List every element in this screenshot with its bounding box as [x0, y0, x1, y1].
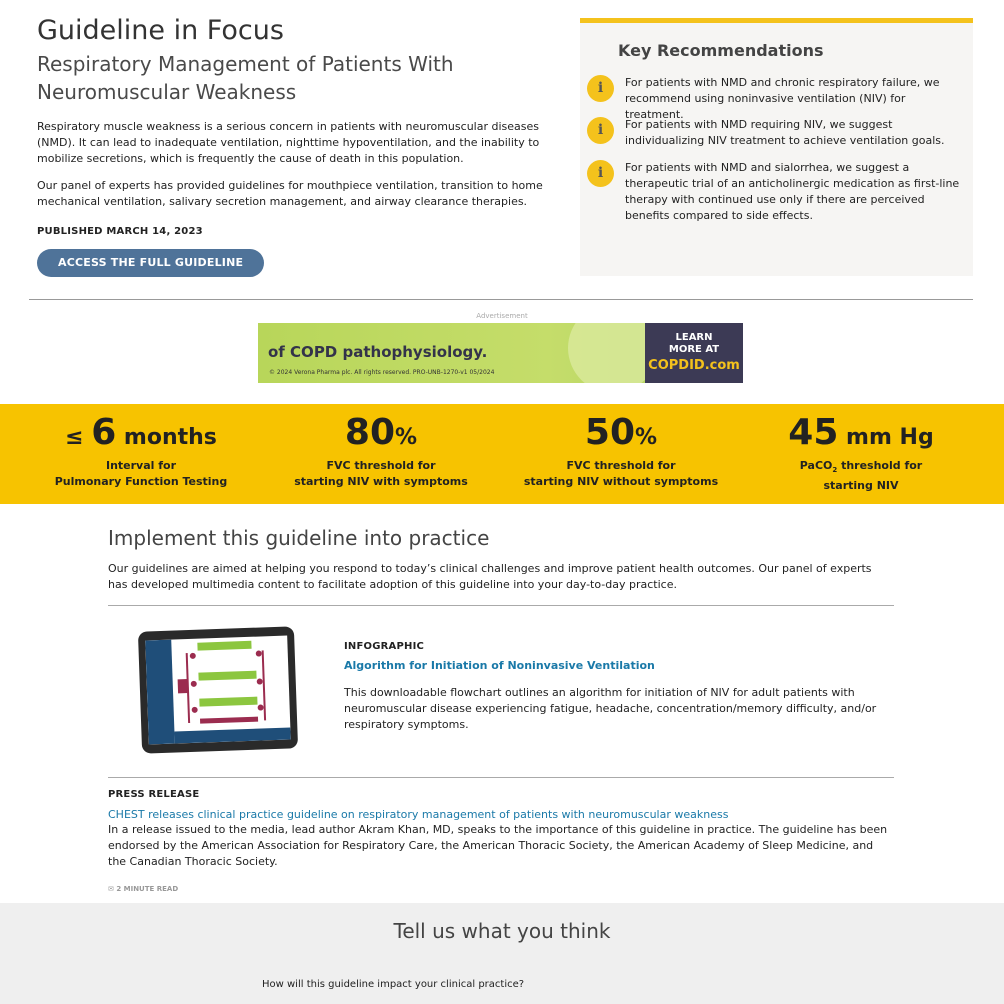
press-release-section	[108, 789, 894, 893]
stat-prefix: ≤	[65, 425, 92, 450]
stat-caption-1a: PaCO	[799, 459, 833, 472]
info-icon: i	[587, 75, 614, 102]
stat-fvc-with-symptoms	[261, 412, 501, 490]
infographic-details	[344, 641, 894, 733]
flowchart-box	[199, 697, 257, 707]
ad-headline: of COPD pathophysiology.	[268, 343, 488, 361]
ad-cta-line-1: LEARN	[675, 332, 713, 343]
stat-value: 45	[788, 412, 839, 453]
stat-unit: %	[635, 425, 658, 450]
infographic-footer	[174, 727, 290, 743]
feedback-section	[0, 903, 1004, 1004]
stat-caption-2: starting NIV with symptoms	[294, 475, 468, 488]
flowchart-node	[192, 707, 198, 713]
feedback-heading: Tell us what you think	[393, 919, 611, 943]
advertisement-label: Advertisement	[476, 312, 528, 320]
stat-value: 80	[344, 412, 396, 453]
recommendation-text: For patients with NMD and chronic respiratory failure, we recommend using noninvasive ventilation (NIV) for treatment.	[625, 76, 940, 121]
key-recommendations-heading: Key Recommendations	[618, 41, 824, 60]
infographic-description: This downloadable flowchart outlines an algorithm for initiation of NIV for adult patients with neuromuscular disease experiencing fatigue, headache, concentration/memory difficulty, and/or respiratory symptoms.	[344, 686, 877, 731]
infographic-title-link[interactable]: Algorithm for Initiation of Noninvasive Ventilation	[344, 659, 655, 672]
stat-unit: %	[395, 425, 418, 450]
feedback-question: How will this guideline impact your clinical practice?	[262, 979, 525, 990]
page-subtitle	[37, 50, 572, 106]
press-release-link[interactable]: CHEST releases clinical practice guideline on respiratory management of patients with neuromuscular weakness	[108, 808, 729, 821]
flowchart-box	[198, 671, 256, 681]
access-full-guideline-button[interactable]: ACCESS THE FULL GUIDELINE	[37, 249, 264, 277]
implement-heading: Implement this guideline into practice	[108, 526, 490, 550]
intro-paragraph-2: Our panel of experts has provided guidelines for mouthpiece ventilation, transition to home mechanical ventilation, salivary secretion management, and airway clearance therapies.	[37, 179, 543, 208]
subtitle-line-2: Neuromuscular Weakness	[37, 80, 297, 104]
key-stats-band	[0, 404, 1004, 504]
stat-paco2	[741, 412, 981, 494]
guideline-hero	[37, 12, 572, 277]
stat-value: 50	[584, 412, 636, 453]
flowchart-node	[191, 681, 197, 687]
intro-paragraph-1: Respiratory muscle weakness is a serious concern in patients with neuromuscular diseases (NMD). It can lead to inadequate ventilation, nighttime hypoventilation, and the inability to mobilize secretions, which is frequently the cause of death in this population.	[37, 120, 540, 165]
ad-cta-site-b: ID.com	[689, 358, 740, 373]
info-icon: i	[587, 117, 614, 144]
recommendation-text: For patients with NMD and sialorrhea, we suggest a therapeutic trial of an anticholinergic medication as first-line therapy with continued use only if there are perceived benefits compared to side effects.	[625, 161, 960, 222]
press-release-text: In a release issued to the media, lead author Akram Khan, MD, speaks to the importance of this guideline in practice. The guideline has been endorsed by the American Association for Respiratory Care, the American Thoracic Society, the American Academy of Sleep Medicine, and the Canadian Thoracic Society.	[108, 823, 888, 868]
read-time-label: 2 MINUTE READ	[116, 885, 179, 893]
stat-caption-2: Pulmonary Function Testing	[54, 475, 228, 488]
info-icon: i	[587, 160, 614, 187]
stat-caption-sub: 2	[832, 466, 838, 475]
section-divider	[108, 777, 894, 778]
infographic-tag: INFOGRAPHIC	[344, 641, 425, 652]
ad-fine-print: © 2024 Verona Pharma plc. All rights reserved. PRO-UNB-1270-v1 05/2024	[269, 369, 495, 376]
stat-unit: months	[116, 425, 217, 450]
stat-caption-1: Interval for	[105, 459, 177, 472]
page-title: Guideline in Focus	[37, 15, 284, 46]
stat-caption-1: FVC threshold for	[566, 459, 676, 472]
stat-unit: mm Hg	[838, 425, 934, 450]
stat-value: 6	[91, 412, 117, 453]
ad-learn-more-button[interactable]	[645, 323, 743, 383]
key-recommendations-panel	[580, 18, 973, 276]
implement-text: Our guidelines are aimed at helping you respond to today’s clinical challenges and improve patient health outcomes. Our panel of experts has developed multimedia content to facilitate adoption of this guideline into your day-to-day practice.	[108, 562, 872, 591]
flowchart-box	[200, 717, 258, 724]
stat-caption-2: starting NIV without symptoms	[523, 475, 719, 488]
flowchart-box	[197, 641, 251, 651]
ad-cta-site-a: COPD	[648, 358, 690, 373]
stat-caption-2: starting NIV	[823, 479, 899, 493]
read-time	[108, 885, 894, 893]
flowchart-node	[190, 653, 196, 659]
stat-pft-interval	[21, 412, 261, 490]
published-date: PUBLISHED MARCH 14, 2023	[37, 226, 203, 237]
read-time-icon: ✉	[108, 885, 117, 893]
flowchart-box	[178, 679, 188, 693]
stat-caption-1b: threshold for	[837, 459, 923, 472]
implement-section	[108, 526, 894, 593]
section-divider	[29, 299, 973, 300]
press-release-tag: PRESS RELEASE	[108, 789, 200, 800]
stat-caption-1: FVC threshold for	[326, 459, 436, 472]
subtitle-line-1: Respiratory Management of Patients With	[37, 52, 454, 76]
section-divider	[108, 605, 894, 606]
stat-fvc-without-symptoms	[501, 412, 741, 490]
advertisement-banner[interactable]	[258, 323, 743, 383]
infographic-sidebar	[145, 640, 175, 745]
infographic-thumbnail[interactable]	[138, 626, 298, 753]
tablet-screen	[145, 636, 291, 745]
recommendation-text: For patients with NMD requiring NIV, we suggest individualizing NIV treatment to achieve ventilation goals.	[625, 118, 945, 147]
ad-cta-line-2: MORE AT	[668, 344, 720, 355]
